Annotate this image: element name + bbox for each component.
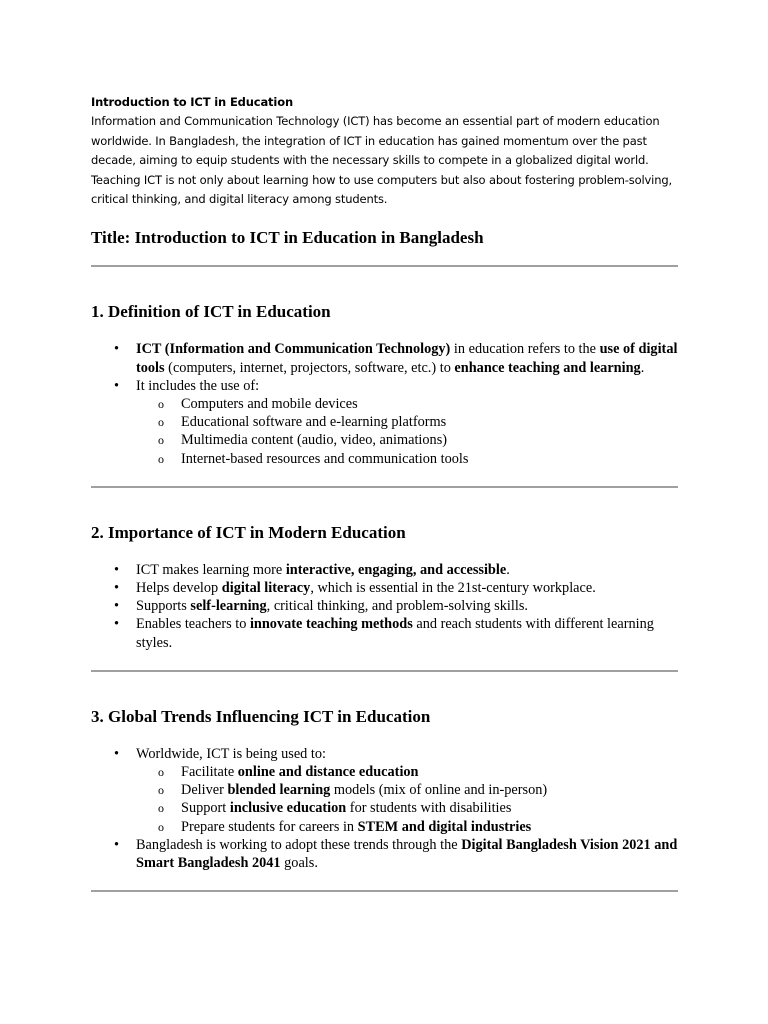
list-item xyxy=(91,615,678,651)
intro-paragraph: Information and Communication Technology (ICT) has become an essential part of modern education worldwide. In Bangladesh, the integration of ICT in education has gained momentum over the past decade, aiming to equip students with the necessary skills to compete in a globalized digital world. Teaching ICT is not only about learning how to use computers but also about fostering problem-solving, critical thinking, and digital literacy among students. xyxy=(91,114,673,207)
text: , critical thinking, and problem-solving skills. xyxy=(266,598,528,615)
sub-list xyxy=(136,395,678,468)
text: Bangladesh is working to adopt these trends through the xyxy=(136,836,462,853)
bullet-icon: • xyxy=(114,598,120,615)
text: Computers and mobile devices xyxy=(181,396,358,413)
intro-heading: Introduction to ICT in Education xyxy=(91,95,293,109)
circle-bullet-icon: o xyxy=(158,765,164,780)
list-item xyxy=(91,377,678,468)
circle-bullet-icon: o xyxy=(158,397,164,412)
intro-block xyxy=(91,93,678,209)
text: Worldwide, ICT is being used to: xyxy=(136,745,326,762)
text: Support xyxy=(181,800,230,817)
sub-list-item xyxy=(136,818,678,836)
bullet-icon: • xyxy=(114,745,120,762)
text: Enables teachers to xyxy=(136,616,250,633)
text: , which is essential in the 21st-century workplace. xyxy=(310,580,596,597)
sub-list-item xyxy=(136,763,678,781)
section-heading-importance: 2. Importance of ICT in Modern Education xyxy=(91,522,406,542)
text: Facilitate xyxy=(181,764,238,781)
text: and reach students with different learning styles. xyxy=(136,616,654,651)
text: Educational software and e-learning platforms xyxy=(181,414,447,431)
text: ICT makes learning more xyxy=(136,561,286,578)
text: Supports xyxy=(136,598,191,615)
bold-text: ICT (Information and Communication Technology) xyxy=(136,341,451,358)
list-item xyxy=(91,836,678,872)
text: . xyxy=(506,561,510,578)
text: Helps develop xyxy=(136,580,222,597)
text: Internet-based resources and communication tools xyxy=(181,450,469,467)
document-page xyxy=(91,93,678,892)
text: for students with disabilities xyxy=(346,800,512,817)
text: Deliver xyxy=(181,782,228,799)
horizontal-rule xyxy=(91,890,678,892)
section-heading-global-trends: 3. Global Trends Influencing ICT in Education xyxy=(91,706,431,726)
bold-text: digital literacy xyxy=(221,580,311,597)
circle-bullet-icon: o xyxy=(158,433,164,448)
text: goals. xyxy=(280,855,318,872)
text: Prepare students for careers in xyxy=(181,818,358,835)
definition-list xyxy=(91,340,678,467)
bold-text: Digital Bangladesh Vision 2021 and Smart Bangladesh 2041 xyxy=(136,836,678,872)
sub-list-item xyxy=(136,450,678,468)
bullet-icon: • xyxy=(114,561,120,578)
sub-list xyxy=(136,763,678,836)
circle-bullet-icon: o xyxy=(158,819,164,834)
sub-list-item xyxy=(136,413,678,431)
text: It includes the use of: xyxy=(136,377,260,394)
bullet-icon: • xyxy=(114,341,120,358)
bullet-icon: • xyxy=(114,616,120,633)
importance-list xyxy=(91,561,678,652)
sub-list-item xyxy=(136,431,678,449)
list-item xyxy=(91,340,678,376)
list-item xyxy=(91,745,678,836)
bullet-icon: • xyxy=(114,580,120,597)
bold-text: use of digital tools xyxy=(136,341,678,376)
circle-bullet-icon: o xyxy=(158,783,164,798)
document-title: Title: Introduction to ICT in Education in Bangladesh xyxy=(91,228,484,248)
bullet-icon: • xyxy=(114,377,120,394)
bold-text: enhance teaching and learning xyxy=(454,359,641,376)
sub-list-item xyxy=(136,781,678,799)
text: . xyxy=(640,359,645,376)
text: (computers, internet, projectors, software, etc.) to xyxy=(164,359,455,376)
bold-text: blended learning xyxy=(227,782,331,799)
list-item xyxy=(91,561,678,579)
text: in education refers to the xyxy=(450,341,600,358)
bold-text: online and distance education xyxy=(237,764,419,781)
bold-text: interactive, engaging, and accessible xyxy=(285,561,507,578)
section-heading-definition: 1. Definition of ICT in Education xyxy=(91,302,331,322)
sub-list-item xyxy=(136,395,678,413)
circle-bullet-icon: o xyxy=(158,801,164,816)
bold-text: self-learning xyxy=(190,598,267,615)
list-item xyxy=(91,579,678,597)
list-item xyxy=(91,597,678,615)
bold-text: inclusive education xyxy=(229,800,347,817)
bold-text: STEM and digital industries xyxy=(357,818,532,835)
trends-list xyxy=(91,745,678,872)
sub-list-item xyxy=(136,799,678,817)
text: Multimedia content (audio, video, animations) xyxy=(181,432,448,449)
circle-bullet-icon: o xyxy=(158,415,164,430)
bullet-icon: • xyxy=(114,836,120,853)
text: models (mix of online and in-person) xyxy=(330,782,548,799)
circle-bullet-icon: o xyxy=(158,451,164,466)
bold-text: innovate teaching methods xyxy=(249,616,413,633)
